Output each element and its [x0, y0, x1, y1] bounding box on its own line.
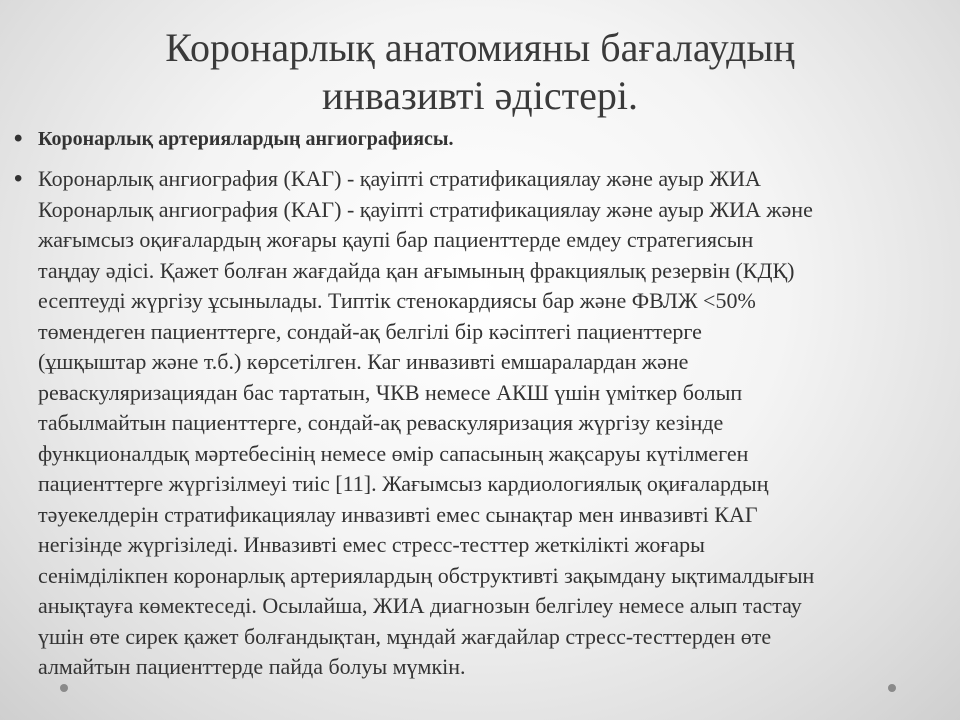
- bullet-list: [14, 124, 944, 693]
- body-text-line: (ұшқыштар және т.б.) көрсетілген. Каг инвазивті емшаралардан және: [38, 349, 689, 374]
- body-text-line: таңдау әдісі. Қажет болған жағдайда қан ағымының фракциялық резервін (КДҚ): [38, 257, 795, 283]
- body-text-line: табылмайтын пациенттерге, сондай-ақ реваскуляризация жүргізу кезінде: [38, 410, 724, 435]
- bullet-dot-icon: •: [14, 125, 23, 152]
- body-text-line: сенімділікпен коронарлық артериялардың обструктивті зақымдану ықтималдығын: [38, 562, 815, 588]
- body-text-line: анықтауға көмектеседі. Осылайша, ЖИА диагнозын белгілеу немесе алып тастау: [38, 593, 802, 618]
- body-text-line: тәуекелдерін стратификациялау инвазивті емес сынақтар мен инвазивті КАГ: [38, 501, 758, 527]
- slide-corner-dot-icon: [60, 684, 68, 692]
- body-text-line: Коронарлық ангиография (КАГ) - қауіпті стратификациялау және ауыр ЖИА және: [38, 196, 813, 222]
- slide-title: [60, 24, 900, 120]
- bullet-body-text: [38, 164, 944, 683]
- body-text-line: реваскуляризациядан бас тартатын, ЧКВ немесе АКШ үшін үміткер болып: [38, 379, 743, 405]
- body-text-line: Коронарлық ангиография (КАГ) - қауіпті стратификациялау және ауыр ЖИА: [38, 166, 761, 191]
- body-text-line: жағымсыз оқиғалардың жоғары қаупі бар пациенттерде емдеу стратегиясын: [38, 227, 754, 252]
- body-text-line: есептеуді жүргізу ұсынылады. Типтік стенокардиясы бар және ФВЛЖ <50%: [38, 288, 756, 313]
- body-text-line: төмендеген пациенттерге, сондай-ақ белгілі бір кәсіптегі пациенттерге: [38, 318, 702, 344]
- body-text-line: алмайтын пациенттерде пайда болуы мүмкін.: [38, 654, 466, 679]
- bullet-dot-icon: •: [14, 165, 23, 192]
- slide-corner-dot-icon: [888, 684, 896, 692]
- bullet-item-heading: [14, 124, 944, 154]
- bullet-heading-text: Коронарлық артериялардың ангиографиясы.: [38, 128, 454, 150]
- slide-title-line-2: инвазивті әдістері.: [322, 73, 638, 118]
- body-text-line: функционалдық мәртебесінің немесе өмір сапасының жақсаруы күтілмеген: [38, 440, 749, 466]
- slide-title-line-1: Коронарлық анатомияны бағалаудың: [165, 25, 795, 70]
- body-text-line: пациенттерге жүргізілмеуі тиіс [11]. Жағымсыз кардиологиялық оқиғалардың: [38, 471, 769, 496]
- body-text-line: үшін өте сирек қажет болғандықтан, мұндай жағдайлар стресс-тесттерден өте: [38, 623, 772, 649]
- bullet-item-body: [14, 164, 944, 683]
- body-text-line: негізінде жүргізіледі. Инвазивті емес стресс-тесттер жеткілікті жоғары: [38, 532, 705, 557]
